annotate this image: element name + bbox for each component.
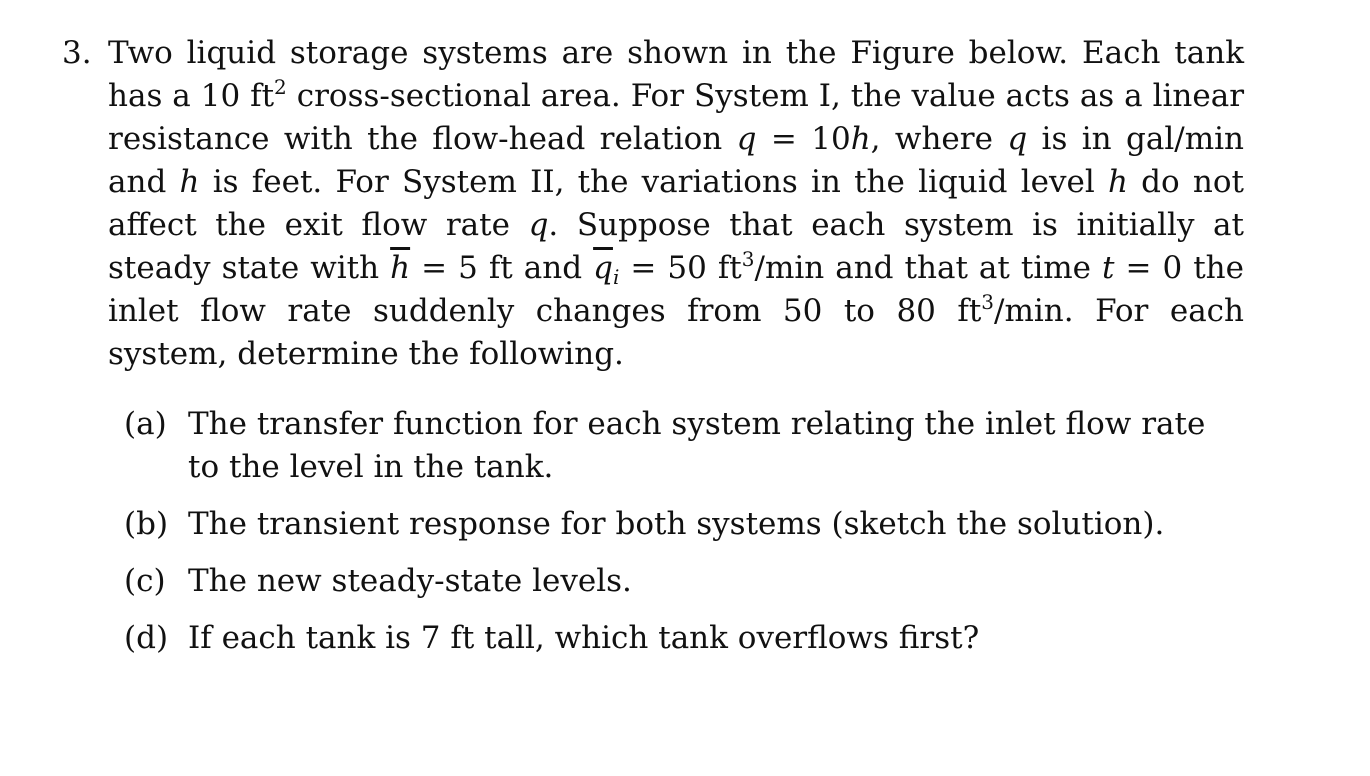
- part-b: [124, 503, 1244, 546]
- math-var-qbar: $\overline{q}$: [593, 250, 613, 286]
- math-var-h: h: [1107, 164, 1128, 200]
- text-segment: Two liquid storage systems are shown in the Figure below. Each tank has a 10 ft: [108, 35, 1244, 114]
- subscript: i: [612, 265, 620, 289]
- part-text: If each tank is 7 ft tall, which tank overflows first?: [188, 620, 980, 656]
- text-segment: = 10: [756, 121, 851, 157]
- problem-3: [62, 32, 1244, 660]
- math-var-q: q: [736, 121, 757, 157]
- part-a: [124, 403, 1244, 489]
- text-segment: cross-sectional area. For System I, the value acts as a linear resistance with the flow-head relation: [108, 78, 1245, 157]
- part-label: (a): [124, 406, 167, 442]
- text-segment: /min. For each system, determine the following.: [108, 293, 1245, 372]
- part-text: The transient response for both systems (sketch the solution).: [188, 506, 1165, 542]
- problem-paragraph: [108, 32, 1244, 376]
- text-segment: is feet. For System II, the variations in the liquid level: [199, 164, 1108, 200]
- part-label: (c): [124, 563, 166, 599]
- math-var-h: h: [179, 164, 200, 200]
- part-text: The new steady-state levels.: [188, 563, 632, 599]
- text-segment: . Suppose that each system is initially at steady state with: [108, 207, 1244, 286]
- text-segment: , where: [870, 121, 1008, 157]
- math-var-hbar: $\overline{h}$: [390, 250, 411, 286]
- math-var-q: q: [1007, 121, 1028, 157]
- part-c: [124, 560, 1244, 603]
- text-segment: /min and that at time: [754, 250, 1103, 286]
- part-text: The transfer function for each system relating the inlet flow rate to the level in the tank.: [188, 406, 1206, 485]
- problem-parts: [62, 403, 1244, 660]
- part-d: [124, 617, 1244, 660]
- superscript: 2: [274, 75, 287, 99]
- text-segment: do not affect the exit flow rate: [108, 164, 1244, 243]
- superscript: 3: [741, 247, 755, 271]
- math-var-t: t: [1102, 250, 1115, 286]
- superscript: 3: [981, 290, 995, 314]
- text-segment: = 0 the inlet flow rate suddenly changes from 50 to 80 ft: [108, 250, 1244, 329]
- text-segment: = 5 ft and: [410, 250, 594, 286]
- part-label: (b): [124, 506, 169, 542]
- problem-number: 3.: [62, 35, 92, 71]
- math-var-h: h: [850, 121, 871, 157]
- text-segment: = 50 ft: [619, 250, 742, 286]
- problem-statement: [62, 32, 1244, 376]
- math-var-q: q: [528, 207, 549, 243]
- text-segment: is in gal/min and: [108, 121, 1244, 200]
- part-label: (d): [124, 620, 169, 656]
